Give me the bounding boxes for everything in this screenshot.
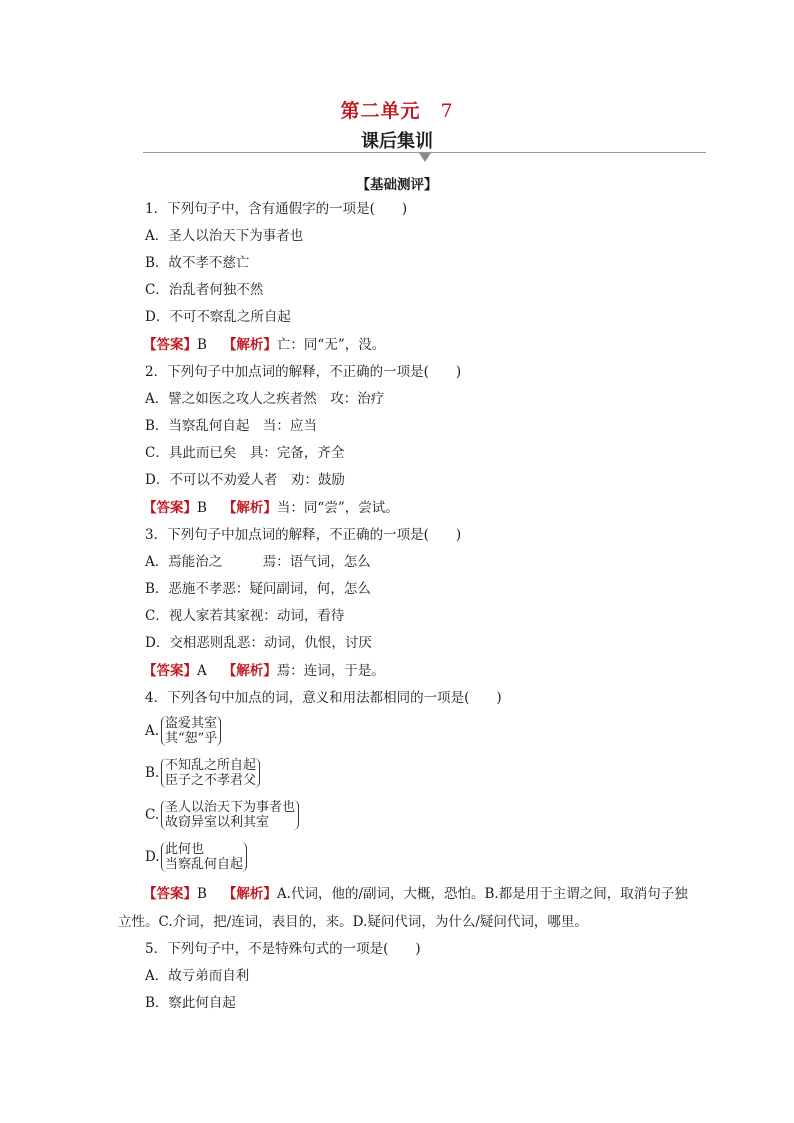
q3-option-a: A．焉能治之 焉：语气词，怎么 — [145, 554, 371, 570]
q4-option-b — [145, 758, 260, 788]
q1-stem: 1．下列句子中，含有通假字的一项是( ) — [145, 201, 408, 217]
q1-answer-value: B — [197, 337, 207, 353]
option-pair — [161, 758, 260, 788]
option-line-1: 盗爱其室 — [165, 716, 218, 731]
q4-option-a — [145, 716, 221, 746]
q3-answer — [143, 662, 385, 680]
option-line-2: 当察乱何自起 — [165, 857, 244, 872]
q1-option-c: C．治乱者何独不然 — [145, 282, 264, 298]
unit-title — [0, 96, 794, 123]
option-label: A. — [145, 723, 160, 739]
analysis-label: 【解析】 — [222, 500, 277, 516]
q2-option-b: B．当察乱何自起 当：应当 — [145, 418, 317, 434]
option-line-2: 臣子之不孝君父 — [165, 773, 257, 788]
option-pair — [161, 800, 299, 830]
answer-label: 【答案】 — [143, 886, 197, 902]
q2-analysis: 当：同“尝”，尝试。 — [276, 500, 399, 516]
q2-answer-value: B — [197, 500, 207, 516]
answer-label: 【答案】 — [143, 500, 197, 516]
page-subtitle: 课后集训 — [361, 131, 433, 152]
analysis-label: 【解析】 — [222, 663, 277, 679]
option-line-2: 故窃异室以利其室 — [165, 815, 270, 830]
option-line-1: 不知乱之所自起 — [165, 758, 257, 773]
q2-answer — [143, 499, 399, 517]
option-line-2: 其“恕”乎 — [165, 731, 218, 746]
q3-stem: 3．下列句子中加点词的解释，不正确的一项是( ) — [145, 527, 462, 543]
option-label: C. — [145, 807, 160, 823]
q4-option-d — [145, 842, 247, 872]
q4-answer-value: B — [197, 886, 207, 902]
q4-answer — [118, 880, 698, 936]
q2-option-c: C．具此而已矣 具：完备，齐全 — [145, 445, 345, 461]
option-label: D. — [145, 849, 160, 865]
section-heading: 【基础测评】 — [356, 177, 438, 193]
q1-option-a: A．圣人以治天下为事者也 — [145, 228, 304, 244]
q3-answer-value: A — [197, 663, 207, 679]
option-pair — [161, 842, 247, 872]
answer-label: 【答案】 — [143, 663, 197, 679]
q4-stem: 4．下列各句中加点的词，意义和用法都相同的一项是( ) — [145, 690, 502, 706]
q3-option-c: C．视人家若其家视：动词，看待 — [145, 608, 345, 624]
option-label: B. — [145, 765, 160, 781]
q1-option-d: D．不可不察乱之所自起 — [145, 309, 291, 325]
q2-option-a: A．譬之如医之攻人之疾者然 攻：治疗 — [145, 391, 385, 407]
q3-analysis: 焉：连词，于是。 — [276, 663, 385, 679]
q3-option-d: D．交相恶则乱恶：动词，仇恨，讨厌 — [145, 635, 372, 651]
q4-analysis: A.代词，他的/副词，大概，恐怕。B.都是用于主谓之间，取消句子独立性。C.介词，把/连词，表目的，来。D.疑问代词，为什么/疑问代词，哪里。 — [118, 886, 688, 930]
option-line-1: 此何也 — [165, 842, 205, 857]
q2-stem: 2．下列句子中加点词的解释，不正确的一项是( ) — [145, 364, 462, 380]
q5-option-a: A．故亏弟而自利 — [145, 968, 250, 984]
q1-analysis: 亡：同“无”，没。 — [276, 337, 386, 353]
option-line-1: 圣人以治天下为事者也 — [165, 800, 296, 815]
analysis-label: 【解析】 — [222, 337, 277, 353]
q3-option-b: B．恶施不孝恶：疑问副词，何，怎么 — [145, 581, 371, 597]
q5-option-b: B．察此何自起 — [145, 995, 236, 1011]
q2-option-d: D．不可以不劝爱人者 劝：鼓励 — [145, 472, 345, 488]
q4-option-c — [145, 800, 299, 830]
q5-stem: 5．下列句子中，不是特殊句式的一项是( ) — [145, 941, 421, 957]
triangle-down-icon — [419, 153, 431, 162]
analysis-label: 【解析】 — [222, 886, 277, 902]
q1-answer — [143, 336, 385, 354]
q1-option-b: B．故不孝不慈亡 — [145, 255, 250, 271]
answer-label: 【答案】 — [143, 337, 197, 353]
option-pair — [161, 716, 221, 746]
lesson-number: 7 — [440, 100, 454, 122]
unit-name: 第二单元 — [340, 100, 421, 122]
